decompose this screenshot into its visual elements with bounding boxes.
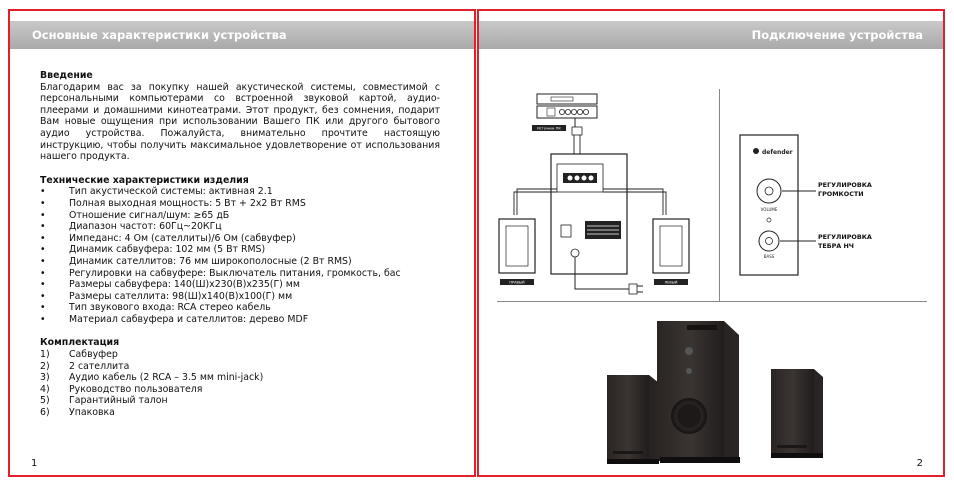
connection-diagram	[487, 89, 719, 303]
spec-item	[40, 198, 440, 210]
volume-knob-label: VOLUME	[760, 207, 778, 212]
bass-label: РЕГУЛИРОВКА ТЕБРА НЧ	[818, 233, 872, 250]
kit-heading: Комплектация	[40, 337, 120, 349]
spec-bullet: •	[40, 313, 46, 325]
spec-text: Размеры сабвуфера: 140(Ш)x230(В)x235(Г) мм	[69, 279, 300, 291]
spec-bullet: •	[40, 244, 46, 256]
right-page	[477, 9, 945, 477]
speaker-left-label: ПРАВЫЙ	[509, 280, 525, 285]
kit-item	[40, 395, 440, 407]
speaker-right-label: ЛЕВЫЙ	[664, 280, 678, 285]
left-satellite-photo	[607, 375, 659, 464]
left-page	[8, 9, 476, 477]
spec-text: Импеданс: 4 Ом (сателлиты)/6 Ом (сабвуфер)	[69, 232, 296, 244]
spec-text: Тип звукового входа: RCA стерео кабель	[69, 302, 271, 314]
spec-bullet: •	[40, 221, 46, 233]
kit-item-number: 6)	[40, 407, 50, 419]
kit-item	[40, 407, 440, 419]
bass-knob-label: BASS	[763, 254, 775, 259]
pc-source-label: Источник ПК	[537, 126, 561, 131]
right-page-header	[479, 21, 943, 49]
kit-item-text: Упаковка	[69, 407, 115, 419]
spec-text: Тип акустической системы: активная 2.1	[69, 186, 273, 198]
page-number-right: 2	[916, 458, 923, 469]
spec-text: Размеры сателлита: 98(Ш)x140(В)x100(Г) мм	[69, 290, 293, 302]
spec-item	[40, 314, 440, 326]
spec-item	[40, 256, 440, 268]
left-page-content	[40, 70, 440, 419]
spec-text: Динамик сабвуфера: 102 мм (5 Вт RMS)	[69, 244, 266, 256]
spec-item	[40, 302, 440, 314]
spec-bullet: •	[40, 186, 46, 198]
spec-text: Отношение сигнал/шум: ≥65 дБ	[69, 209, 230, 221]
spec-bullet: •	[40, 267, 46, 279]
kit-item-number: 2)	[40, 360, 50, 372]
volume-label: РЕГУЛИРОВКА ГРОМКОСТИ	[818, 181, 872, 198]
kit-item	[40, 372, 440, 384]
speaker-right	[653, 219, 689, 285]
product-photo	[599, 311, 829, 473]
spec-text: Диапазон частот: 60Гц~20КГц	[69, 221, 222, 233]
page-number-left: 1	[31, 458, 38, 469]
spec-bullet: •	[40, 279, 46, 291]
diagram-divider-horizontal	[497, 301, 927, 302]
spec-item	[40, 233, 440, 245]
subwoofer-back-panel	[551, 154, 627, 274]
kit-item-text: Сабвуфер	[69, 349, 118, 361]
kit-item-text: Аудио кабель (2 RCA – 3.5 мм mini-jack)	[69, 372, 264, 384]
spec-text: Материал сабвуфера и сателлитов: дерево MDF	[69, 313, 309, 325]
spec-item	[40, 210, 440, 222]
spec-item	[40, 279, 440, 291]
kit-list	[40, 349, 440, 419]
spec-item	[40, 291, 440, 303]
spec-item	[40, 186, 440, 198]
front-panel-diagram	[734, 131, 934, 291]
spec-item	[40, 221, 440, 233]
right-page-title: Подключение устройства	[751, 28, 923, 42]
intro-text: Благодарим вас за покупку нашей акустической системы, совместимой с персональными компьютерами со встроенной звуковой картой, аудио-плеерами и домашними кинотеатрами. Этот продукт, без сомнения, подарит Вам новые ощущения при использовании Вашего ПК или другого бытового аудио устройства. Пожалуйста, внимательно прочтите настоящую инструкцию, чтобы получить максимальное удовлетворение от использования нашего продукта.	[40, 81, 440, 163]
spec-bullet: •	[40, 290, 46, 302]
kit-item-text: 2 сателлита	[69, 360, 130, 372]
spec-text: Динамик сателлитов: 76 мм широкополосные (2 Вт RMS)	[69, 255, 352, 267]
pc-source-device	[532, 94, 597, 131]
kit-item-number: 5)	[40, 395, 50, 407]
kit-item-number: 4)	[40, 383, 50, 395]
brand-logo-text: defender	[762, 149, 793, 156]
spec-text: Регулировки на сабвуфере: Выключатель питания, громкость, бас	[69, 267, 401, 279]
specs-heading: Технические характеристики изделия	[40, 174, 249, 186]
diagram-divider-vertical	[719, 89, 720, 301]
spec-text: Полная выходная мощность: 5 Вт + 2x2 Вт RMS	[69, 197, 306, 209]
spec-item	[40, 244, 440, 256]
intro-heading: Введение	[40, 70, 93, 81]
spec-bullet: •	[40, 232, 46, 244]
specs-list	[40, 186, 440, 325]
kit-item	[40, 384, 440, 396]
kit-item-text: Руководство пользователя	[69, 383, 203, 395]
spec-item	[40, 268, 440, 280]
spec-bullet: •	[40, 255, 46, 267]
left-page-title: Основные характеристики устройства	[32, 28, 287, 42]
kit-item-number: 3)	[40, 372, 50, 384]
spec-bullet: •	[40, 302, 46, 314]
spec-bullet: •	[40, 197, 46, 209]
speaker-left	[499, 219, 535, 285]
kit-item	[40, 361, 440, 373]
kit-item-text: Гарантийный талон	[69, 395, 168, 407]
subwoofer-photo	[657, 321, 740, 463]
spec-bullet: •	[40, 209, 46, 221]
right-satellite-photo	[771, 369, 823, 458]
kit-item-number: 1)	[40, 349, 50, 361]
kit-item	[40, 349, 440, 361]
left-page-header	[10, 21, 474, 49]
